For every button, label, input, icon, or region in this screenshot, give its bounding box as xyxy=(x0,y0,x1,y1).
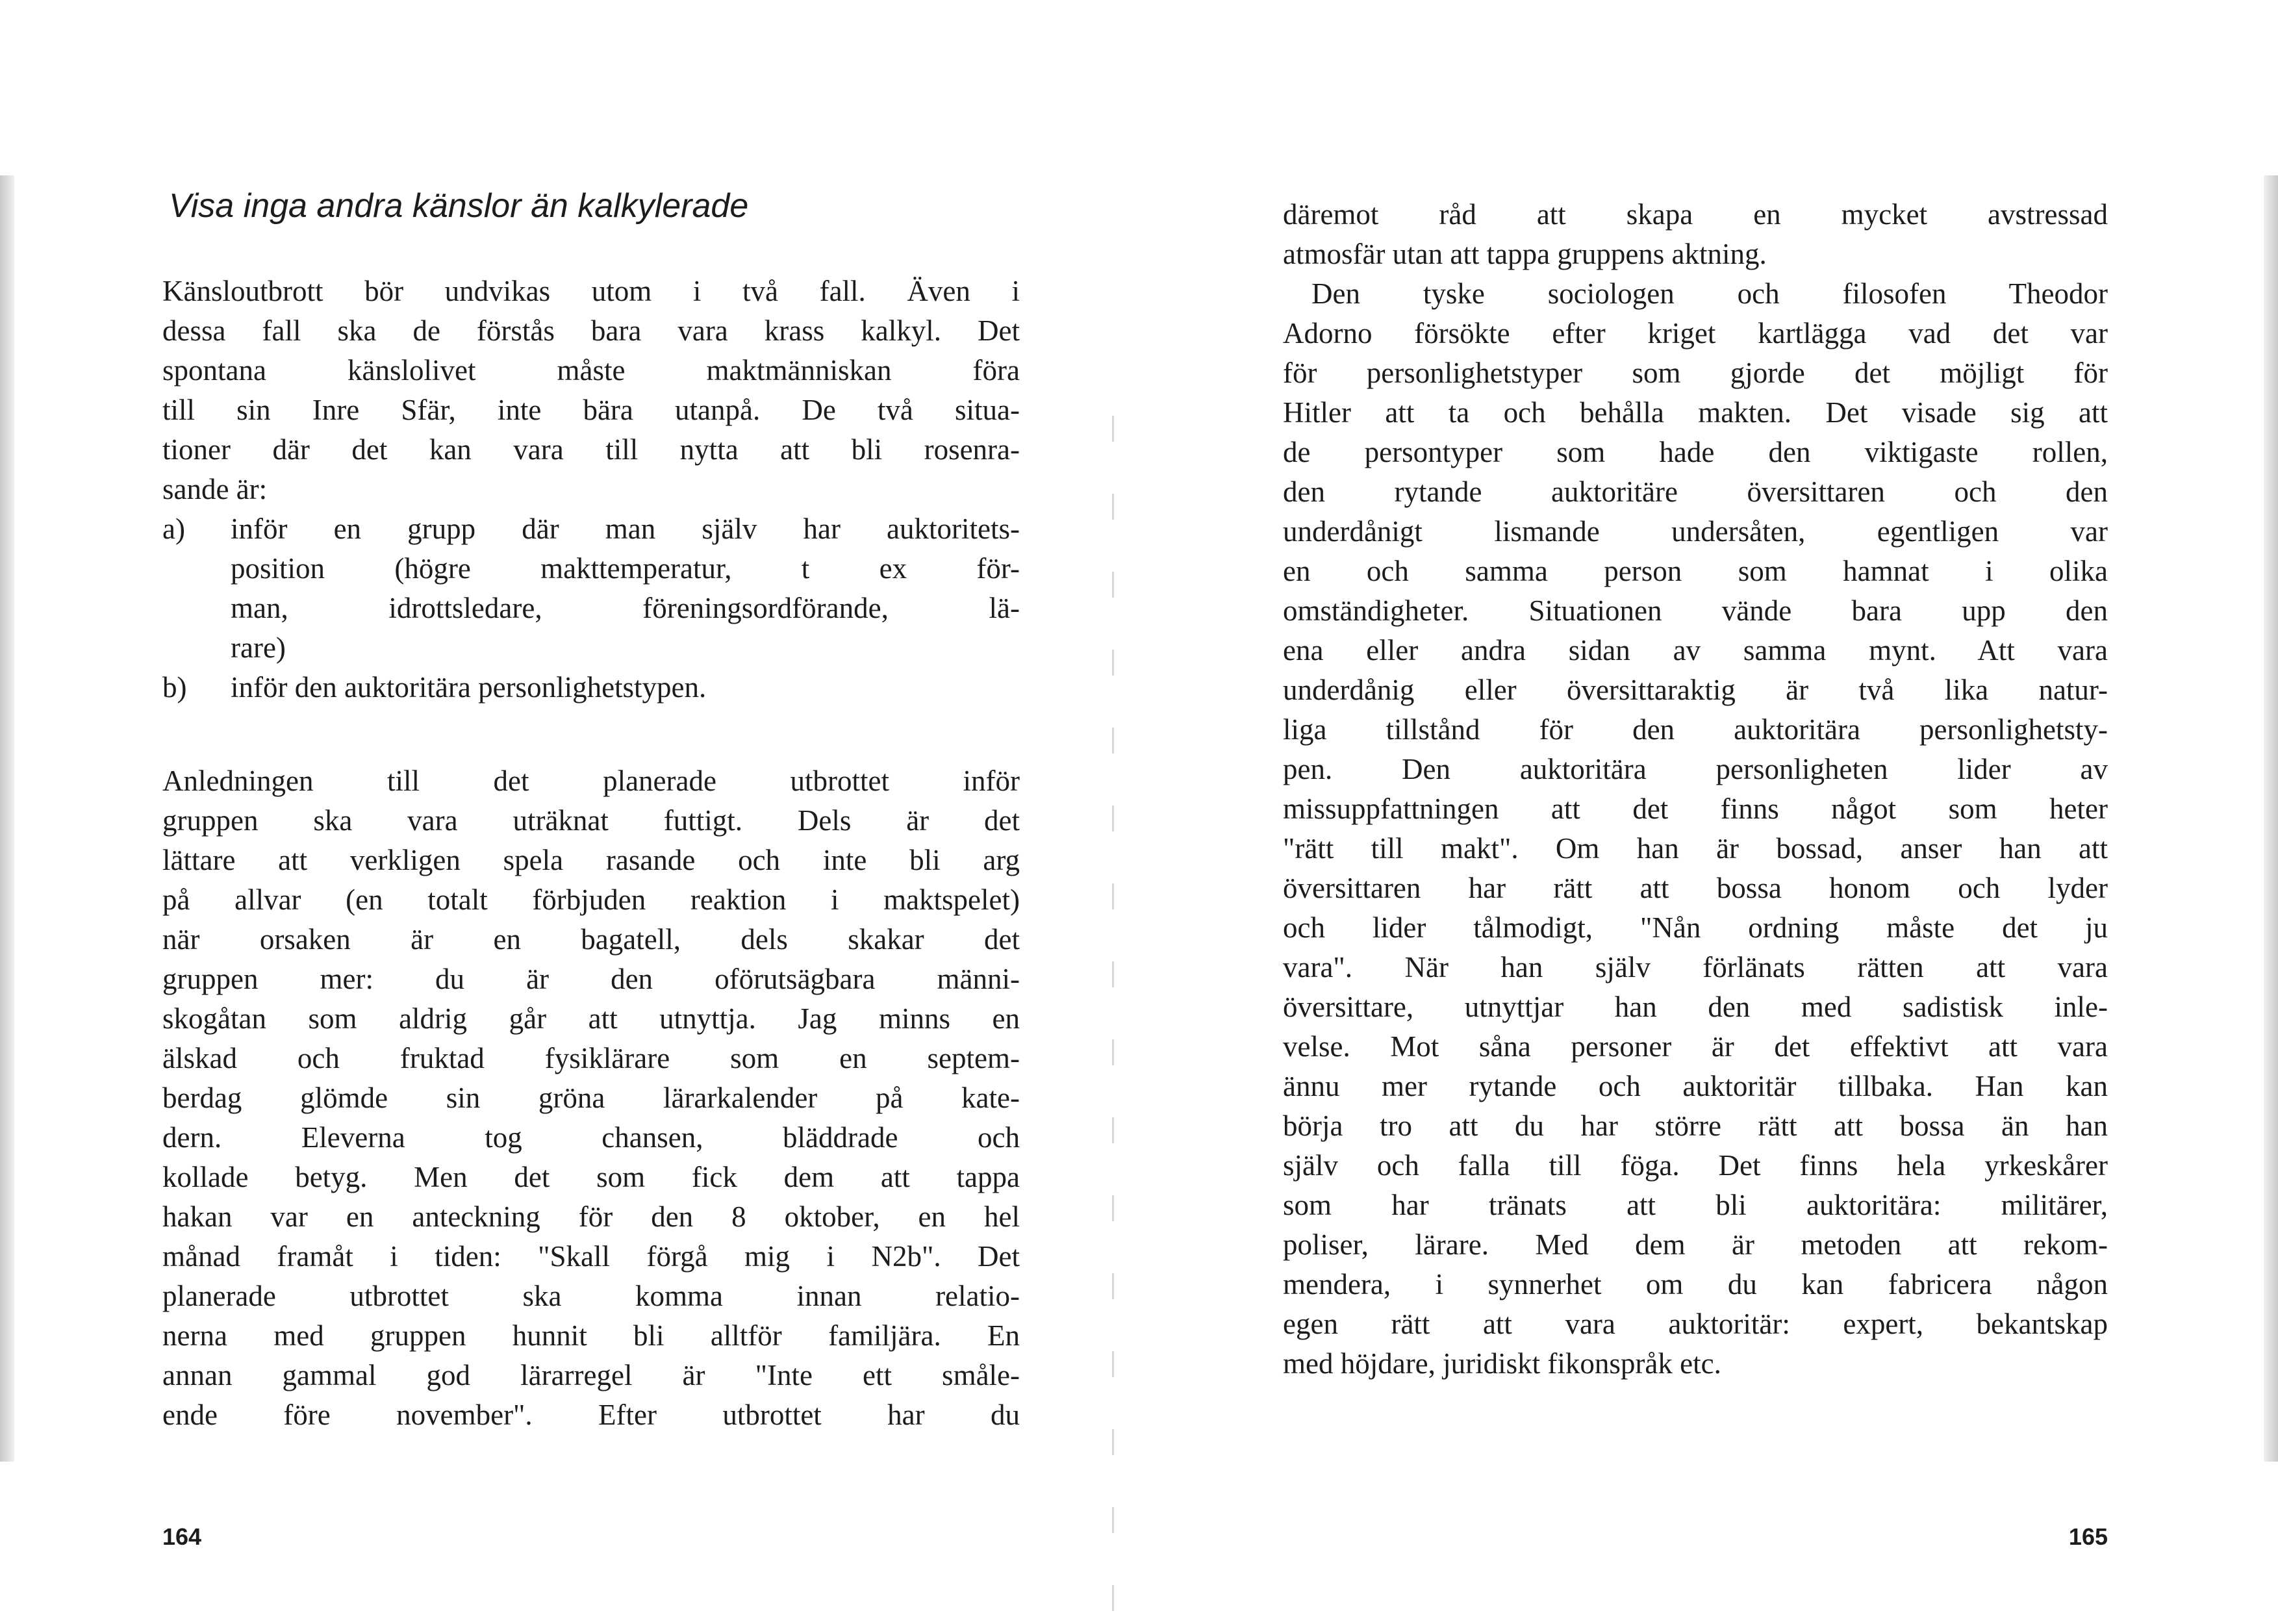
text-line: omständigheter. Situationen vände bara upp den xyxy=(1283,594,2108,627)
text-line: sande är: xyxy=(162,473,268,505)
text-line: Anledningen till det planerade utbrottet inför xyxy=(162,765,1020,797)
list-item-text xyxy=(231,509,1020,668)
text-line: atmosfär utan att tappa gruppens aktning. xyxy=(1283,238,1767,270)
text-line: underdånig eller översittaraktig är två lika natur- xyxy=(1283,674,2108,706)
text-line: Den tyske sociologen och filosofen Theodor xyxy=(1311,277,2108,310)
text-line: inför en grupp där man själv har auktoritets- xyxy=(231,513,1020,545)
text-line: liga tillstånd för den auktoritära personlighetsty- xyxy=(1283,713,2108,746)
page-number: 165 xyxy=(2068,1523,2108,1550)
text-line: Hitler att ta och behålla makten. Det visade sig att xyxy=(1283,396,2108,429)
text-line: med höjdare, juridiskt fikonspråk etc. xyxy=(1283,1347,1721,1380)
paragraph-continued xyxy=(1283,195,2108,1384)
text-line: pen. Den auktoritära personligheten lider av xyxy=(1283,753,2108,785)
text-line: ena eller andra sidan av samma mynt. Att vara xyxy=(1283,634,2108,666)
text-line: vara". När han själv förlänats rätten att vara xyxy=(1283,951,2108,983)
text-line: nerna med gruppen hunnit bli alltför familjära. En xyxy=(162,1319,1020,1352)
text-line: egen rätt att vara auktoritär: expert, bekantskap xyxy=(1283,1308,2108,1340)
text-line: däremot råd att skapa en mycket avstressad xyxy=(1283,198,2108,231)
text-line: själv och falla till föga. Det finns hela yrkeskårer xyxy=(1283,1149,2108,1182)
list-item-a xyxy=(162,509,1020,668)
page-number: 164 xyxy=(162,1523,202,1550)
text-line: ännu mer rytande och auktoritär tillbaka. Han kan xyxy=(1283,1070,2108,1102)
section-heading: Visa inga andra känslor än kalkylerade xyxy=(169,187,749,225)
text-line: man, idrottsledare, föreningsordförande, lä- xyxy=(231,592,1020,624)
text-line: en och samma person som hamnat i olika xyxy=(1283,555,2108,587)
text-line: älskad och fruktad fysiklärare som en septem- xyxy=(162,1042,1020,1074)
text-line: poliser, lärare. Med dem är metoden att rekom- xyxy=(1283,1228,2108,1261)
text-line: spontana känslolivet måste maktmänniskan föra xyxy=(162,354,1020,387)
text-line: kollade betyg. Men det som fick dem att tappa xyxy=(162,1161,1020,1193)
text-line: som har tränats att bli auktoritära: militärer, xyxy=(1283,1189,2108,1221)
book-gutter xyxy=(1112,416,1114,1624)
text-line: dessa fall ska de förstås bara vara krass kalkyl. Det xyxy=(162,314,1020,347)
page-edge-shadow-left xyxy=(0,175,14,1462)
text-line: mendera, i synnerhet om du kan fabricera någon xyxy=(1283,1268,2108,1300)
text-line: på allvar (en totalt förbjuden reaktion i maktspelet) xyxy=(162,883,1020,916)
text-line: velse. Mot såna personer är det effektivt att vara xyxy=(1283,1030,2108,1063)
text-line: inför den auktoritära personlighetstypen. xyxy=(231,671,707,704)
text-line: gruppen mer: du är den oförutsägbara männi- xyxy=(162,963,1020,995)
left-page xyxy=(162,0,1020,1611)
text-line: berdag glömde sin gröna lärarkalender på kate- xyxy=(162,1082,1020,1114)
text-line: ende före november". Efter utbrottet har du xyxy=(162,1399,1020,1431)
list-marker: b) xyxy=(162,671,187,704)
text-line: den rytande auktoritäre översittaren och den xyxy=(1283,476,2108,508)
text-line: översittare, utnyttjar han den med sadistisk inle- xyxy=(1283,991,2108,1023)
text-line: Adorno försökte efter kriget kartlägga vad det var xyxy=(1283,317,2108,349)
page-edge-shadow-right xyxy=(2264,175,2278,1462)
list-marker: a) xyxy=(162,513,185,545)
text-line: planerade utbrottet ska komma innan relatio- xyxy=(162,1280,1020,1312)
paragraph-2 xyxy=(162,761,1020,1435)
text-line: hakan var en anteckning för den 8 oktober, en hel xyxy=(162,1200,1020,1233)
text-line: översittaren har rätt att bossa honom och lyder xyxy=(1283,872,2108,904)
right-page xyxy=(1283,0,2108,1611)
text-line: de persontyper som hade den viktigaste rollen, xyxy=(1283,436,2108,468)
text-line: Känsloutbrott bör undvikas utom i två fall. Även i xyxy=(162,275,1020,307)
text-line: dern. Eleverna tog chansen, bläddrade och xyxy=(162,1121,1020,1154)
text-line: och lider tålmodigt, "Nån ordning måste det ju xyxy=(1283,911,2108,944)
text-line: underdånigt lismande undersåten, egentligen var xyxy=(1283,515,2108,548)
text-line: lättare att verkligen spela rasande och inte bli arg xyxy=(162,844,1020,876)
text-line: gruppen ska vara uträknat futtigt. Dels är det xyxy=(162,804,1020,837)
text-line: för personlighetstyper som gjorde det möjligt för xyxy=(1283,357,2108,389)
text-line: position (högre makttemperatur, t ex för- xyxy=(231,552,1020,585)
text-line: börja tro att du har större rätt att bossa än han xyxy=(1283,1110,2108,1142)
list-item-text xyxy=(231,668,1020,707)
text-line: när orsaken är en bagatell, dels skakar det xyxy=(162,923,1020,956)
paragraph-1 xyxy=(162,272,1020,707)
text-line: tioner där det kan vara till nytta att bli rosenra- xyxy=(162,433,1020,466)
text-line: rare) xyxy=(231,631,286,664)
text-line: skogåtan som aldrig går att utnyttja. Jag minns en xyxy=(162,1002,1020,1035)
text-line: missuppfattningen att det finns något som heter xyxy=(1283,793,2108,825)
text-line: till sin Inre Sfär, inte bära utanpå. De två situa- xyxy=(162,394,1020,426)
text-line: "rätt till makt". Om han är bossad, anser han att xyxy=(1283,832,2108,865)
text-line: månad framåt i tiden: "Skall förgå mig i N2b". Det xyxy=(162,1240,1020,1273)
list-item-b xyxy=(162,668,1020,707)
text-line: annan gammal god lärarregel är "Inte ett småle- xyxy=(162,1359,1020,1391)
